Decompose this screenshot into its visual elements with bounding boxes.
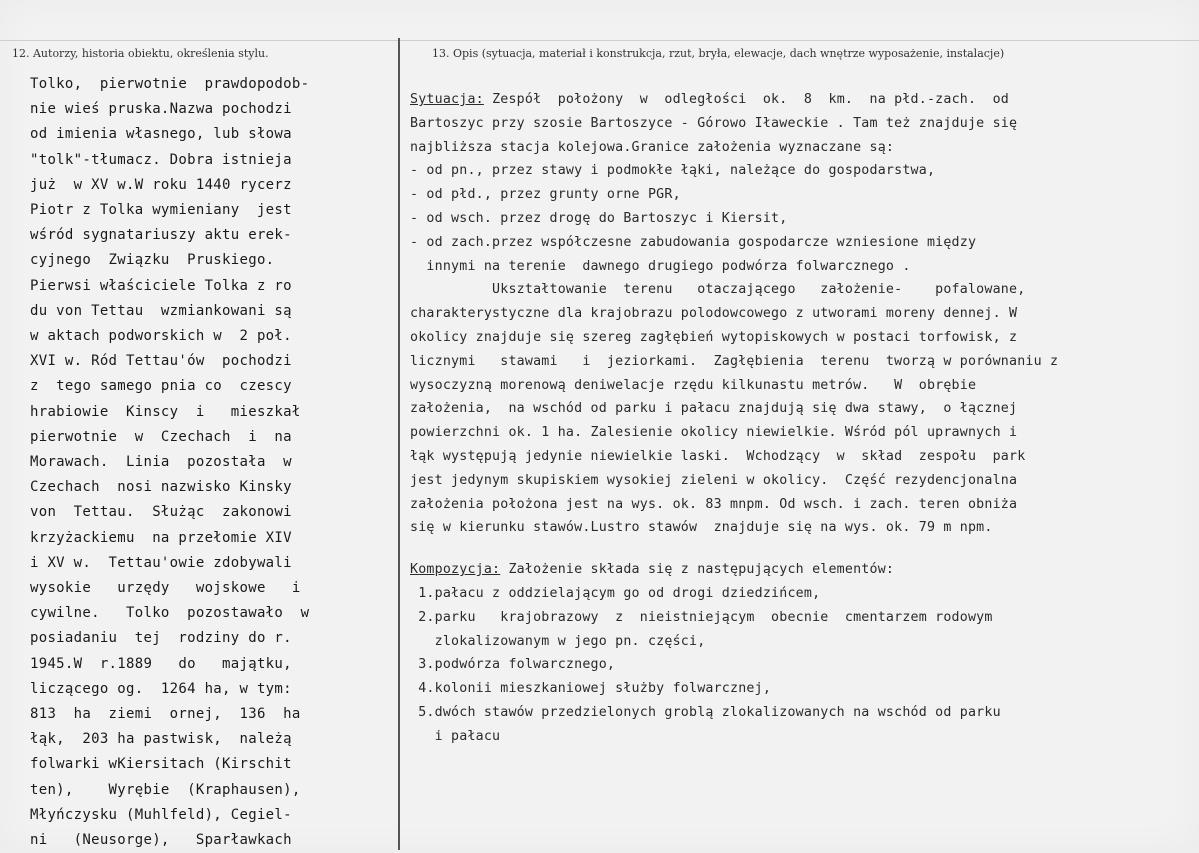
history-line: łąk, 203 ha pastwisk, należą [30, 731, 292, 748]
sytuacja-line: najbliższa stacja kolejowa.Granice założenia wyznaczane są: [410, 139, 895, 155]
history-line: nie wieś pruska.Nazwa pochodzi [30, 101, 292, 118]
history-line: od imienia własnego, lub słowa [30, 126, 292, 143]
sytuacja-line: - od wsch. przez drogę do Bartoszyc i Kiersit, [410, 210, 788, 226]
history-line: ni (Neusorge), Sparławkach [30, 832, 292, 849]
sytuacja-line: licznymi stawami i jeziorkami. Zagłębienia terenu tworzą w porównaniu z [410, 353, 1059, 369]
history-line: pierwotnie w Czechach i na [30, 428, 292, 445]
history-text [30, 72, 382, 853]
history-line: folwarki wKiersitach (Kirschit [30, 756, 292, 773]
kompozycja-line: 1.pałacu z oddzielającym go od drogi dziedzińcem, [410, 585, 821, 601]
sytuacja-first-line [410, 88, 1155, 112]
history-line: von Tettau. Służąc zakonowi [30, 504, 292, 521]
history-line: Morawach. Linia pozostała w [30, 454, 292, 471]
history-line: już w XV w.W roku 1440 rycerz [30, 176, 292, 193]
sytuacja-line: wysoczyzną morenową deniwelacje rzędu kilkunastu metrów. W obrębie [410, 377, 977, 393]
right-column-heading: 13. Opis (sytuacja, materiał i konstrukcja, rzut, bryła, elewacje, dach wnętrze wyposażenie, instalacje) [432, 47, 1005, 60]
sytuacja-paragraph [410, 112, 1155, 540]
history-line: wysokie urzędy wojskowe i [30, 580, 301, 597]
column-divider [398, 38, 400, 850]
sytuacja-line: powierzchni ok. 1 ha. Zalesienie okolicy niewielkie. Wśród pól uprawnych i [410, 425, 1018, 441]
sytuacja-line: - od zach.przez współczesne zabudowania gospodarcze wzniesione między [410, 234, 977, 250]
sytuacja-label: Sytuacja: [410, 92, 484, 107]
history-line: i XV w. Tettau'owie zdobywali [30, 554, 292, 571]
sytuacja-line: charakterystyczne dla krajobrazu polodowcowego z utworami moreny dennej. W [410, 306, 1018, 322]
history-line: ten), Wyrębie (Kraphausen), [30, 781, 301, 798]
history-line: krzyżackiemu na przełomie XIV [30, 529, 292, 546]
sytuacja-first-rest: Zespół położony w odległości ok. 8 km. na płd.-zach. od [483, 92, 1010, 107]
history-line: Pierwsi właściciele Tolka z ro [30, 277, 292, 294]
kompozycja-line: i pałacu [410, 728, 501, 744]
history-line: posiadaniu tej rodziny do r. [30, 630, 292, 647]
sytuacja-line: - od płd., przez grunty orne PGR, [410, 187, 681, 203]
sytuacja-line: łąk występują jedynie niewielkie laski. Wchodzący w skład zespołu park [410, 448, 1026, 464]
kompozycja-line: 5.dwóch stawów przedzielonych groblą zlokalizowanych na wschód od parku [410, 704, 1001, 720]
kompozycja-first-rest: Założenie składa się z następujących elementów: [500, 562, 895, 578]
history-line: 813 ha ziemi ornej, 136 ha [30, 706, 301, 723]
description-text [410, 88, 1155, 749]
history-line: z tego samego pnia co czescy [30, 378, 292, 395]
history-line: XVI w. Ród Tettau'ów pochodzi [30, 353, 292, 370]
sytuacja-line: innymi na terenie dawnego drugiego podwórza folwarcznego . [410, 258, 911, 274]
sytuacja-line: okolicy znajduje się szereg zagłębień wytopiskowych w postaci torfowisk, z [410, 329, 1018, 345]
section-gap [410, 540, 1155, 558]
sytuacja-line: - od pn., przez stawy i podmokłe łąki, należące do gospodarstwa, [410, 163, 936, 179]
sytuacja-line: założenia, na wschód od parku i pałacu znajdują się dwa stawy, o łącznej [410, 401, 1018, 417]
kompozycja-list [410, 582, 1155, 749]
history-line: "tolk"-tłumacz. Dobra istnieja [30, 151, 292, 168]
history-line: liczącego og. 1264 ha, w tym: [30, 680, 292, 697]
kompozycja-label: Kompozycja: [410, 562, 501, 578]
history-line: w aktach podworskich w 2 poł. [30, 328, 292, 345]
kompozycja-first-line [410, 558, 1155, 582]
sytuacja-line: jest jedynym skupiskiem wysokiej zieleni w okolicy. Część rezydencjonalna [410, 472, 1018, 488]
kompozycja-line: 3.podwórza folwarcznego, [410, 657, 616, 673]
sytuacja-line: założenia położona jest na wys. ok. 83 mnpm. Od wsch. i zach. teren obniża [410, 496, 1018, 512]
history-line: Tolko, pierwotnie prawdopodob- [30, 76, 310, 92]
sytuacja-line: Bartoszyc przy szosie Bartoszyce - Górowo Iławeckie . Tam też znajduje się [410, 115, 1018, 131]
top-rule [0, 40, 1199, 41]
history-line: cywilne. Tolko pozostawało w [30, 605, 310, 622]
history-line: hrabiowie Kinscy i mieszkał [30, 403, 301, 420]
history-line: wśród sygnatariuszy aktu erek- [30, 227, 292, 244]
kompozycja-line: zlokalizowanym w jego pn. części, [410, 633, 706, 649]
history-line: cyjnego Związku Pruskiego. [30, 252, 275, 269]
history-line: du von Tettau wzmiankowani są [30, 302, 292, 319]
history-line: Młyńczysku (Muhlfeld), Cegiel- [30, 806, 292, 823]
history-line: Piotr z Tolka wymieniany jest [30, 202, 292, 219]
history-line: 1945.W r.1889 do majątku, [30, 655, 292, 672]
kompozycja-line: 4.kolonii mieszkaniowej służby folwarcznej, [410, 681, 772, 697]
history-line: Czechach nosi nazwisko Kinsky [30, 479, 292, 496]
sytuacja-line: się w kierunku stawów.Lustro stawów znajduje się na wys. ok. 79 m npm. [410, 520, 993, 536]
sytuacja-line: Ukształtowanie terenu otaczającego założenie- pofalowane, [410, 282, 1026, 298]
kompozycja-line: 2.parku krajobrazowy z nieistniejącym obecnie cmentarzem rodowym [410, 609, 993, 625]
left-column-heading: 12. Autorzy, historia obiektu, określenia stylu. [12, 47, 269, 60]
